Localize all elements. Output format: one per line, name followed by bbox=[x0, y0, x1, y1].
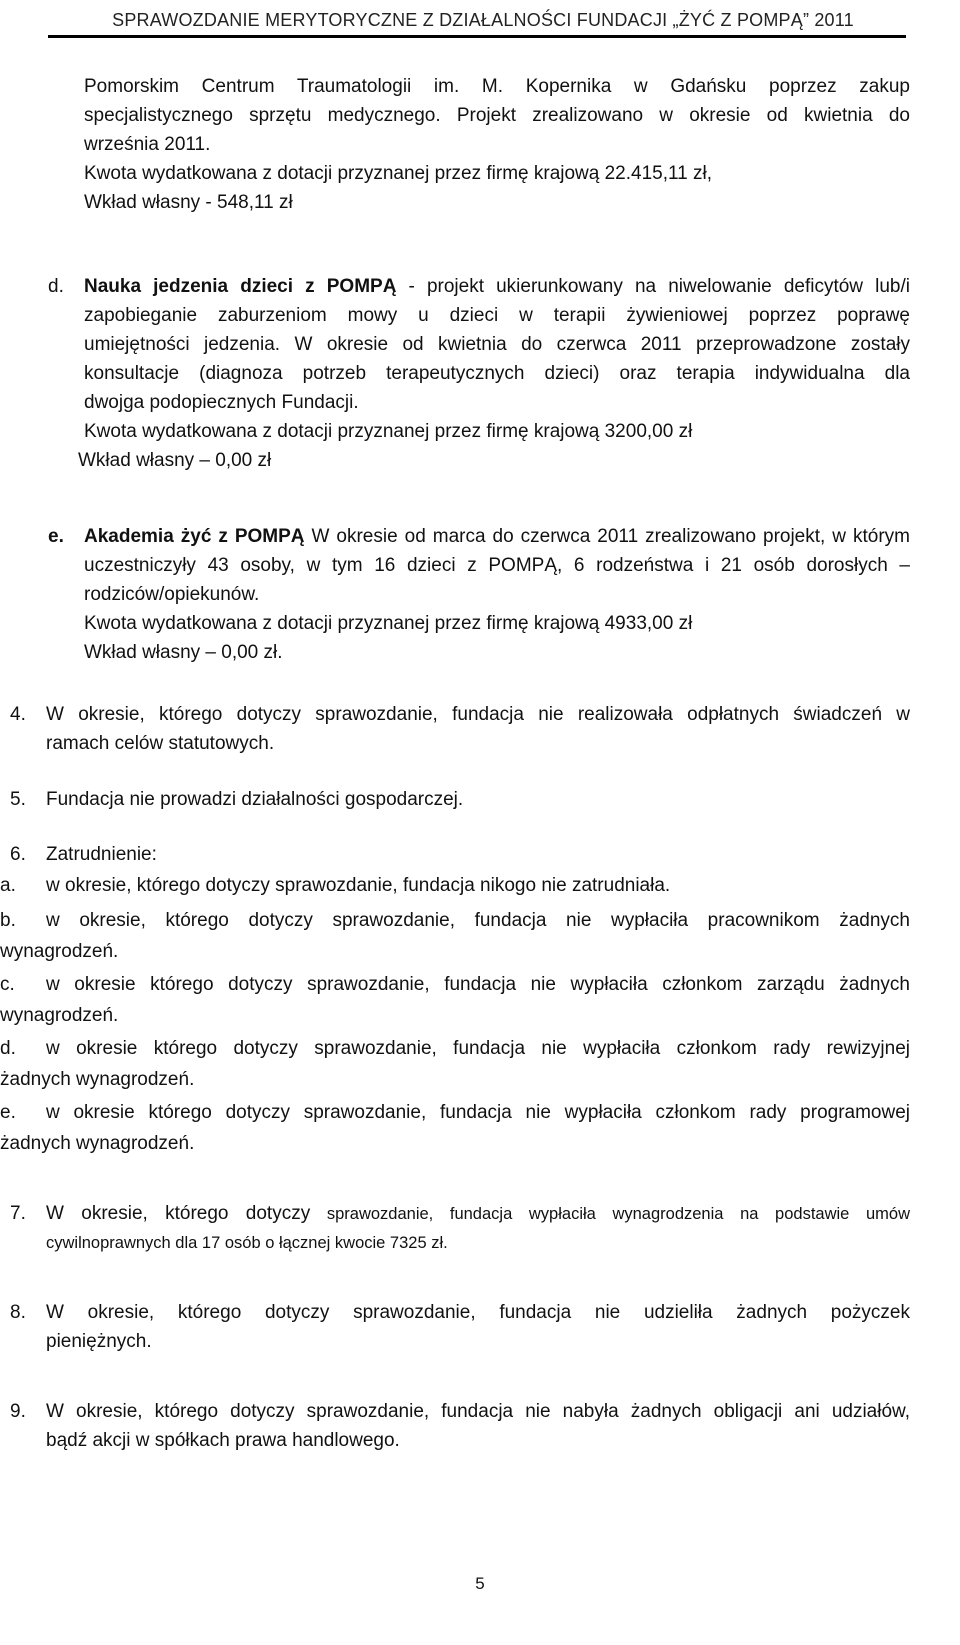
section-6-item-e-line-1: w okresie którego dotyczy sprawozdanie, fundacja nie wypłaciła członkom rady programowej bbox=[46, 1102, 910, 1123]
section-6-item-b-letter: b. bbox=[0, 910, 16, 931]
section-6-item-d-line-1: w okresie którego dotyczy sprawozdanie, fundacja nie wypłaciła członkom rady rewizyjnej bbox=[46, 1038, 910, 1059]
section-5-line-1: Fundacja nie prowadzi działalności gospodarczej. bbox=[46, 789, 464, 810]
section-6-item-d-letter: d. bbox=[0, 1038, 16, 1059]
intro-line: specjalistycznego sprzętu medycznego. Projekt zrealizowano w okresie od kwietnia do bbox=[84, 105, 910, 126]
section-4-number: 4. bbox=[10, 704, 26, 725]
item-d-line-5: dwojga podopiecznych Fundacji. bbox=[84, 392, 359, 413]
item-e-amount: Kwota wydatkowana z dotacji przyznanej przez firmę krajową 4933,00 zł bbox=[84, 613, 693, 634]
section-6-item-d-line-2: żadnych wynagrodzeń. bbox=[0, 1069, 195, 1090]
section-9-line-2: bądź akcji w spółkach prawa handlowego. bbox=[46, 1430, 400, 1451]
item-e-line-1 bbox=[84, 522, 910, 551]
item-e-own: Wkład własny – 0,00 zł. bbox=[84, 642, 283, 663]
section-6-item-e-letter: e. bbox=[0, 1102, 16, 1123]
section-9-number: 9. bbox=[10, 1401, 26, 1422]
header-rule bbox=[48, 35, 906, 38]
section-6-item-c-line-1: w okresie którego dotyczy sprawozdanie, fundacja nie wypłaciła członkom zarządu żadnych bbox=[46, 974, 910, 995]
section-8-number: 8. bbox=[10, 1302, 26, 1323]
item-d-letter: d. bbox=[48, 276, 64, 297]
section-6-item-c-line-2: wynagrodzeń. bbox=[0, 1005, 119, 1026]
section-7-line-1-lead: W okresie, którego dotyczy bbox=[46, 1203, 311, 1224]
item-d-line-1 bbox=[84, 272, 910, 301]
item-d-title: Nauka jedzenia dzieci z POMPĄ bbox=[84, 276, 397, 297]
section-6-item-c-letter: c. bbox=[0, 974, 15, 995]
intro-own-contribution: Wkład własny - 548,11 zł bbox=[84, 192, 293, 213]
section-7-line-1 bbox=[46, 1199, 910, 1229]
section-6-item-a-line-1: w okresie, którego dotyczy sprawozdanie, fundacja nikogo nie zatrudniała. bbox=[46, 875, 671, 896]
section-6-item-a-letter: a. bbox=[0, 875, 16, 896]
item-e-line-1-rest: W okresie od marca do czerwca 2011 zrealizowano projekt, w którym bbox=[304, 526, 910, 547]
section-7-number: 7. bbox=[10, 1203, 26, 1224]
section-8-line-2: pieniężnych. bbox=[46, 1331, 152, 1352]
item-d-line-4: konsultacje (diagnoza potrzeb terapeutycznych dzieci) oraz terapia indywidualna dla bbox=[84, 363, 910, 384]
item-d-amount: Kwota wydatkowana z dotacji przyznanej przez firmę krajową 3200,00 zł bbox=[84, 421, 693, 442]
item-e-line-2: uczestniczyły 43 osoby, w tym 16 dzieci z POMPĄ, 6 rodzeństwa i 21 osób dorosłych – bbox=[84, 555, 910, 576]
section-6-item-e-line-2: żadnych wynagrodzeń. bbox=[0, 1133, 195, 1154]
page-number: 5 bbox=[475, 1574, 485, 1593]
intro-amount: Kwota wydatkowana z dotacji przyznanej przez firmę krajową 22.415,11 zł, bbox=[84, 163, 713, 184]
item-d-line-1-rest: - projekt ukierunkowany na niwelowanie deficytów lub/i bbox=[396, 276, 910, 297]
section-6-item-b-line-1: w okresie, którego dotyczy sprawozdanie, fundacja nie wypłaciła pracownikom żadnych bbox=[46, 910, 910, 931]
intro-paragraph bbox=[84, 72, 910, 217]
intro-line: września 2011. bbox=[84, 134, 211, 155]
item-d-line-2: zapobieganie zaburzeniom mowy u dzieci w terapii żywieniowej poprzez poprawę bbox=[84, 305, 910, 326]
intro-line: Pomorskim Centrum Traumatologii im. M. Kopernika w Gdańsku poprzez zakup bbox=[84, 76, 910, 97]
section-7-line-1-rest: sprawozdanie, fundacja wypłaciła wynagrodzenia na podstawie umów bbox=[310, 1205, 910, 1223]
section-6-number: 6. bbox=[10, 844, 26, 865]
section-4-line-1: W okresie, którego dotyczy sprawozdanie, fundacja nie realizowała odpłatnych świadczeń w bbox=[46, 704, 910, 725]
section-7-line-2: cywilnoprawnych dla 17 osób o łącznej kwocie 7325 zł. bbox=[46, 1234, 448, 1252]
item-d-line-3: umiejętności jedzenia. W okresie od kwietnia do czerwca 2011 przeprowadzone zostały bbox=[84, 334, 910, 355]
section-8-line-1: W okresie, którego dotyczy sprawozdanie, fundacja nie udzieliła żadnych pożyczek bbox=[46, 1302, 910, 1323]
item-e-line-3: rodziców/opiekunów. bbox=[84, 584, 260, 605]
section-6-item-b-line-2: wynagrodzeń. bbox=[0, 941, 119, 962]
item-e-title: Akademia żyć z POMPĄ bbox=[84, 526, 305, 547]
section-4-line-2: ramach celów statutowych. bbox=[46, 733, 275, 754]
section-6-heading: Zatrudnienie: bbox=[46, 844, 157, 865]
item-e-letter: e. bbox=[48, 526, 64, 547]
running-header: SPRAWOZDANIE MERYTORYCZNE Z DZIAŁALNOŚCI FUNDACJI „ŻYĆ Z POMPĄ” 2011 bbox=[112, 10, 854, 30]
section-5-number: 5. bbox=[10, 789, 26, 810]
section-9-line-1: W okresie, którego dotyczy sprawozdanie, fundacja nie nabyła żadnych obligacji ani udziałów, bbox=[46, 1401, 910, 1422]
item-d-own: Wkład własny – 0,00 zł bbox=[78, 450, 272, 471]
